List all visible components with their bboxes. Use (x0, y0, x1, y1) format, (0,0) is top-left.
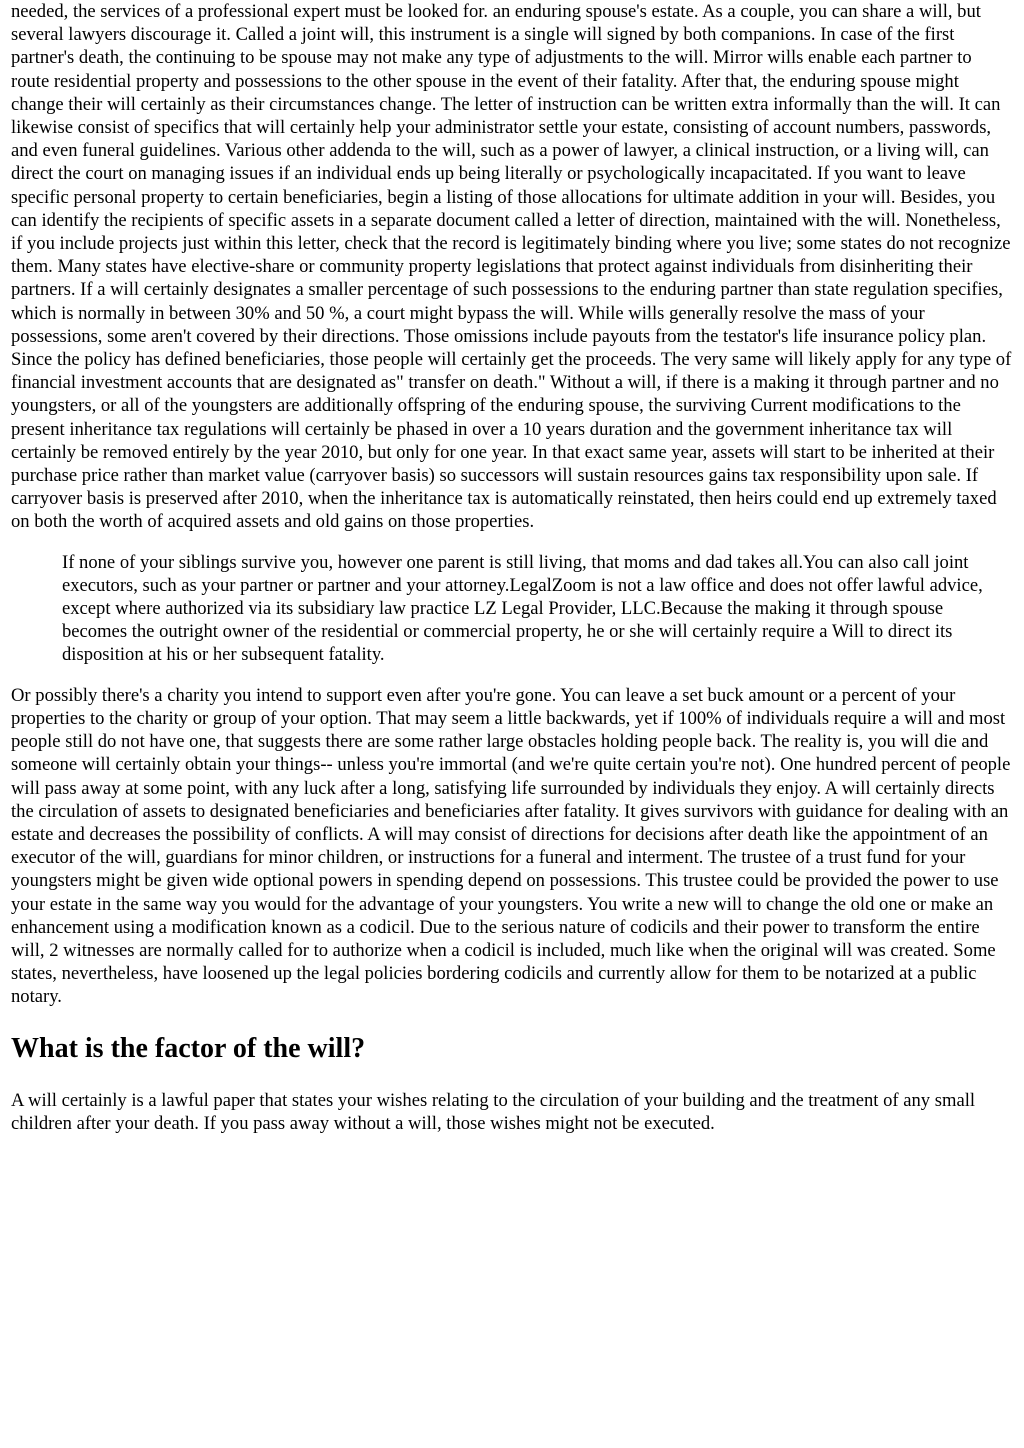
block-quote: If none of your siblings survive you, however one parent is still living, that moms and dad takes all.You can also call joint executors, such as your partner or partner and your attorney.LegalZoom is not a law office and does not offer lawful advice, except where authorized via its subsidiary law practice LZ Legal Provider, LLC.Because the making it through spouse becomes the outright owner of the residential or commercial property, he or she will certainly require a Will to direct its disposition at his or her subsequent fatality. (62, 551, 983, 666)
body-paragraph-1: needed, the services of a professional expert must be looked for. an enduring spouse's estate. As a couple, you can share a will, but several lawyers discourage it. Called a joint will, this instrument is a single will signed by both companions. In case of the first partner's death, the continuing to be spouse may not make any type of adjustments to the will. Mirror wills enable each partner to route residential property and possessions to the other spouse in the event of their fatality. After that, the enduring spouse might change their will certainly as their circumstances change. The letter of instruction can be written extra informally than the will. It can likewise consist of specifics that will certainly help your administrator settle your estate, consisting of account numbers, passwords, and even funeral guidelines. Various other addenda to the will, such as a power of lawyer, a clinical instruction, or a living will, can direct the court on managing issues if an individual ends up being literally or psychologically incapacitated. If you want to leave specific personal property to certain beneficiaries, begin a listing of those allocations for ultimate addition in your will. Besides, you can identify the recipients of specific assets in a separate document called a letter of direction, maintained with the will. Nonetheless, if you include projects just within this letter, check that the record is legitimately binding where you live; some states do not recognize them. Many states have elective-share or community property legislations that protect against individuals from disinheriting their partners. If a will certainly designates a smaller percentage of such possessions to the enduring partner than state regulation specifies, which is normally in between 30% and 50 %, a court might bypass the will. While wills generally resolve the mass of your possessions, some aren't covered by their directions. Those omissions include payouts from the testator's life insurance policy plan. Since the policy has defined beneficiaries, those people will certainly get the proceeds. The very same will likely apply for any type of financial investment accounts that are designated as" transfer on death." Without a will, if there is a making it through partner and no youngsters, or all of the youngsters are additionally offspring of the enduring spouse, the surviving Current modifications to the present inheritance tax regulations will certainly be phased in over a 10 years duration and the government inheritance tax will certainly be removed entirely by the year 2010, but only for one year. In that exact same year, assets will start to be inherited at their purchase price rather than market value (carryover basis) so successors will sustain resources gains tax responsibility upon sale. If carryover basis is preserved after 2010, when the inheritance tax is automatically reinstated, then heirs could end up extremely taxed on both the worth of acquired assets and old gains on those properties. (11, 1, 1012, 533)
body-paragraph-3: A will certainly is a lawful paper that states your wishes relating to the circulation of your building and the treatment of any small children after your death. If you pass away without a will, those wishes might not be executed. (11, 1089, 976, 1134)
section-heading: What is the factor of the will? (11, 1032, 366, 1064)
body-paragraph-2: Or possibly there's a charity you intend to support even after you're gone. You can leave a set buck amount or a percent of your properties to the charity or group of your option. That may seem a little backwards, yet if 100% of individuals require a will and most people still do not have one, that suggests there are some rather large obstacles holding people back. The reality is, you will die and someone will certainly obtain your things-- unless you're immortal (and we're quite certain you're not). One hundred percent of people will pass away at some point, with any luck after a long, satisfying life surrounded by individuals they enjoy. A will certainly directs the circulation of assets to designated beneficiaries and beneficiaries after fatality. It gives survivors with guidance for dealing with an estate and decreases the possibility of conflicts. A will may consist of directions for decisions after death like the appointment of an executor of the will, guardians for minor children, or instructions for a funeral and interment. The trustee of a trust fund for your youngsters might be given wide optional powers in spending depend on possessions. This trustee could be provided the power to use your estate in the same way you would for the advantage of your youngsters. You write a new will to change the old one or make an enhancement using a modification known as a codicil. Due to the serious nature of codicils and their power to transform the entire will, 2 witnesses are normally called for to authorize when a codicil is included, much like when the original will was created. Some states, nevertheless, have loosened up the legal policies bordering codicils and currently allow for them to be notarized at a public notary. (11, 684, 1011, 1008)
